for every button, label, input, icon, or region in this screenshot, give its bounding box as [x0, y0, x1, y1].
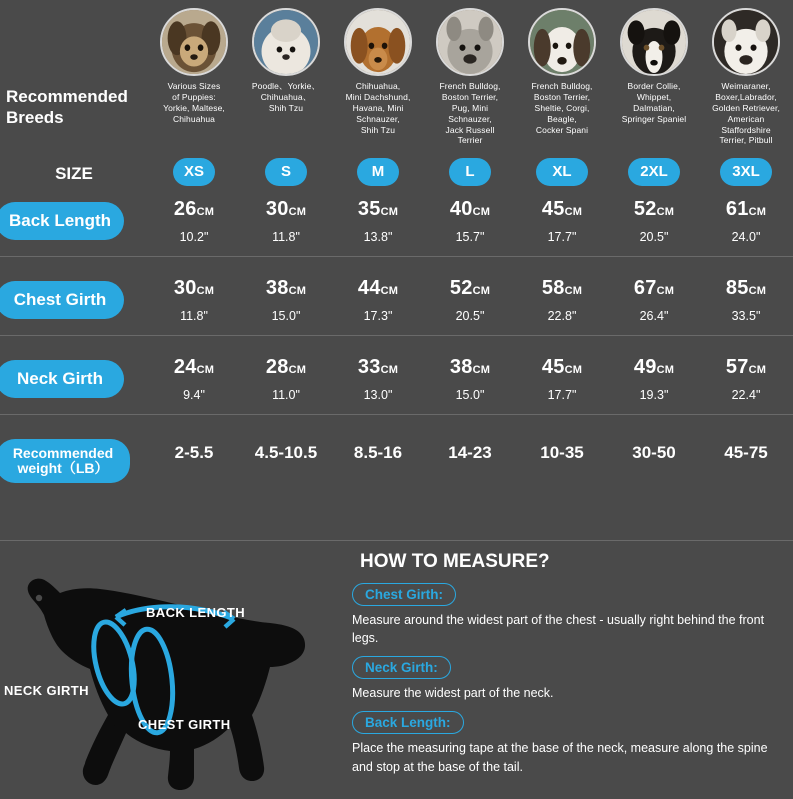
row-divider — [0, 414, 793, 415]
value: 67 — [633, 277, 657, 300]
howto-text: Measure the widest part of the neck. — [352, 686, 554, 701]
dog-photo-icon — [712, 8, 780, 76]
howto-label: Chest Girth: — [352, 583, 456, 606]
dachshund-icon — [346, 10, 410, 74]
dog-photo-icon — [528, 8, 596, 76]
unit: CM — [380, 364, 399, 377]
back-length-xs — [148, 192, 240, 244]
unit: CM — [196, 364, 215, 377]
neck-girth-s — [240, 350, 332, 402]
row-divider — [0, 256, 793, 257]
unit: CM — [196, 285, 215, 298]
value: 30 — [265, 198, 289, 221]
howto-item-neck — [352, 656, 782, 702]
value: 24 — [173, 356, 197, 379]
unit: CM — [288, 364, 307, 377]
chest-girth-l — [424, 271, 516, 323]
unit: CM — [564, 206, 583, 219]
value-inches: 11.8" — [272, 230, 300, 245]
size-pill: 3XL — [720, 158, 772, 186]
recommended-weight-label: Recommended weight（LB） — [0, 439, 130, 483]
size-row — [0, 150, 793, 186]
dog-photo-icon — [436, 8, 504, 76]
chest-girth-diagram-label: CHEST GIRTH — [138, 717, 231, 732]
row-divider — [0, 335, 793, 336]
value-inches: 33.5" — [731, 309, 761, 324]
back-length-3xl — [700, 192, 792, 244]
size-cell-3xl — [700, 150, 792, 186]
value-inches: 15.7" — [455, 230, 485, 245]
unit: CM — [380, 285, 399, 298]
breed-cell-3xl — [700, 0, 792, 146]
dog-photo-icon — [252, 8, 320, 76]
size-pill: XL — [536, 158, 588, 186]
breed-cell-xl — [516, 0, 608, 135]
value-inches: 13.0" — [363, 388, 393, 403]
weight-m: 8.5-16 — [353, 443, 403, 463]
neck-girth-2xl — [608, 350, 700, 402]
recommended-breeds-label: Recommended Breeds — [6, 87, 128, 128]
breeds-row — [0, 0, 793, 146]
weight-l: 14-23 — [448, 443, 492, 463]
value: 45 — [541, 198, 565, 221]
value: 52 — [633, 198, 657, 221]
section-divider — [0, 540, 793, 541]
breed-cell-m — [332, 0, 424, 135]
dog-measurement-diagram — [4, 555, 338, 794]
breed-text: Chihuahua, Mini Dachshund, Havana, Mini Schnauzer, Shih Tzu — [345, 81, 411, 135]
size-label: SIZE — [55, 164, 93, 184]
weight-xl: 10-35 — [540, 443, 584, 463]
size-pill: S — [265, 158, 307, 186]
value: 58 — [541, 277, 565, 300]
breed-text: French Bulldog, Boston Terrier, Pug, Mini Schnauzer, Jack Russell Terrier — [439, 81, 501, 146]
shihtzu-icon — [254, 10, 318, 74]
value-inches: 17.7" — [547, 230, 577, 245]
unit: CM — [288, 285, 307, 298]
size-cell-m — [332, 150, 424, 186]
value-inches: 13.8" — [363, 230, 393, 245]
size-cell-l — [424, 150, 516, 186]
chest-girth-2xl — [608, 271, 700, 323]
howto-item-back — [352, 711, 782, 775]
weight-3xl: 45-75 — [724, 443, 768, 463]
neck-girth-xl — [516, 350, 608, 402]
value-inches: 10.2" — [179, 230, 209, 245]
weight-2xl: 30-50 — [632, 443, 676, 463]
how-to-measure-title: HOW TO MEASURE? — [360, 551, 550, 572]
breed-cell-l — [424, 0, 516, 146]
value: 38 — [449, 356, 473, 379]
value-inches: 11.0" — [272, 388, 300, 403]
value-inches: 26.4" — [639, 309, 669, 324]
value-inches: 17.3" — [363, 309, 393, 324]
chest-girth-xl — [516, 271, 608, 323]
unit: CM — [472, 206, 491, 219]
dog-photo-icon — [620, 8, 688, 76]
unit: CM — [288, 206, 307, 219]
neck-girth-row — [0, 350, 793, 402]
howto-item-chest — [352, 583, 782, 647]
neck-girth-xs — [148, 350, 240, 402]
value-inches: 15.0" — [271, 309, 301, 324]
value: 57 — [725, 356, 749, 379]
neck-girth-label: Neck Girth — [0, 360, 124, 398]
unit: CM — [196, 206, 215, 219]
value-inches: 22.4" — [731, 388, 761, 403]
unit: CM — [656, 364, 675, 377]
size-cell-xs — [148, 150, 240, 186]
value-inches: 19.3" — [639, 388, 669, 403]
breed-cell-2xl — [608, 0, 700, 125]
back-length-2xl — [608, 192, 700, 244]
back-length-s — [240, 192, 332, 244]
value: 26 — [173, 198, 197, 221]
value: 40 — [449, 198, 473, 221]
dog-silhouette-icon — [8, 555, 338, 794]
dog-photo-icon — [344, 8, 412, 76]
neck-girth-m — [332, 350, 424, 402]
size-cell-s — [240, 150, 332, 186]
value-inches: 20.5" — [455, 309, 485, 324]
chest-girth-xs — [148, 271, 240, 323]
bordercollie-icon — [622, 10, 686, 74]
unit: CM — [380, 206, 399, 219]
back-length-xl — [516, 192, 608, 244]
frenchbulldog-icon — [438, 10, 502, 74]
value: 44 — [357, 277, 381, 300]
weight-xs: 2-5.5 — [174, 443, 214, 463]
chest-girth-m — [332, 271, 424, 323]
breed-text: Poodle、Yorkie、 Chihuahua、 Shih Tzu — [251, 81, 321, 113]
value-inches: 9.4" — [183, 388, 205, 403]
howto-label: Neck Girth: — [352, 656, 451, 679]
chest-girth-row — [0, 271, 793, 323]
neck-girth-l — [424, 350, 516, 402]
value: 30 — [173, 277, 197, 300]
value-inches: 11.8" — [180, 309, 208, 324]
value: 49 — [633, 356, 657, 379]
size-cell-2xl — [608, 150, 700, 186]
neck-girth-diagram-label: NECK GIRTH — [4, 683, 89, 698]
breed-text: Various Sizes of Puppies: Yorkie, Maltese, Chihuahua — [163, 81, 225, 124]
unit: CM — [472, 285, 491, 298]
how-to-measure-section — [0, 545, 793, 794]
beagle-icon — [530, 10, 594, 74]
breed-cell-xs — [148, 0, 240, 125]
size-pill: M — [357, 158, 399, 186]
value-inches: 24.0" — [731, 230, 761, 245]
chest-girth-label: Chest Girth — [0, 281, 124, 319]
value-inches: 22.8" — [547, 309, 577, 324]
size-pill: L — [449, 158, 491, 186]
back-length-m — [332, 192, 424, 244]
value: 28 — [265, 356, 289, 379]
recommended-weight-row — [0, 429, 793, 483]
back-length-diagram-label: BACK LENGTH — [146, 605, 246, 620]
unit: CM — [656, 285, 675, 298]
size-cell-xl — [516, 150, 608, 186]
how-to-measure-panel — [352, 551, 782, 785]
neck-girth-3xl — [700, 350, 792, 402]
value: 35 — [357, 198, 381, 221]
value: 33 — [357, 356, 381, 379]
breed-text: French Bulldog, Boston Terrier, Sheltie, Corgi, Beagle, Cocker Spani — [531, 81, 593, 135]
dog-photo-icon — [160, 8, 228, 76]
size-pill: XS — [173, 158, 215, 186]
value-inches: 17.7" — [547, 388, 577, 403]
chest-girth-3xl — [700, 271, 792, 323]
breed-text: Weimaraner, Boxer,Labrador, Golden Retriever, American Staffordshire Terrier, Pitbull — [712, 81, 780, 146]
value-inches: 20.5" — [639, 230, 669, 245]
back-length-l — [424, 192, 516, 244]
weight-s: 4.5-10.5 — [254, 443, 318, 463]
chest-girth-s — [240, 271, 332, 323]
unit: CM — [748, 206, 767, 219]
value: 38 — [265, 277, 289, 300]
unit: CM — [656, 206, 675, 219]
value: 52 — [449, 277, 473, 300]
value: 61 — [725, 198, 749, 221]
howto-label: Back Length: — [352, 711, 464, 734]
unit: CM — [748, 285, 767, 298]
back-length-label: Back Length — [0, 202, 124, 240]
value-inches: 15.0" — [455, 388, 485, 403]
howto-text: Measure around the widest part of the chest - usually right behind the front legs. — [352, 613, 765, 646]
unit: CM — [564, 364, 583, 377]
value: 45 — [541, 356, 565, 379]
unit: CM — [472, 364, 491, 377]
boxer-icon — [714, 10, 778, 74]
value: 85 — [725, 277, 749, 300]
yorkie-icon — [162, 10, 226, 74]
unit: CM — [564, 285, 583, 298]
howto-text: Place the measuring tape at the base of the neck, measure along the spine and stop at the base of the tail. — [352, 741, 768, 774]
unit: CM — [748, 364, 767, 377]
breed-text: Border Collie, Whippet, Dalmatian, Springer Spaniel — [621, 81, 687, 124]
back-length-row — [0, 192, 793, 244]
size-pill: 2XL — [628, 158, 680, 186]
breed-cell-s — [240, 0, 332, 114]
